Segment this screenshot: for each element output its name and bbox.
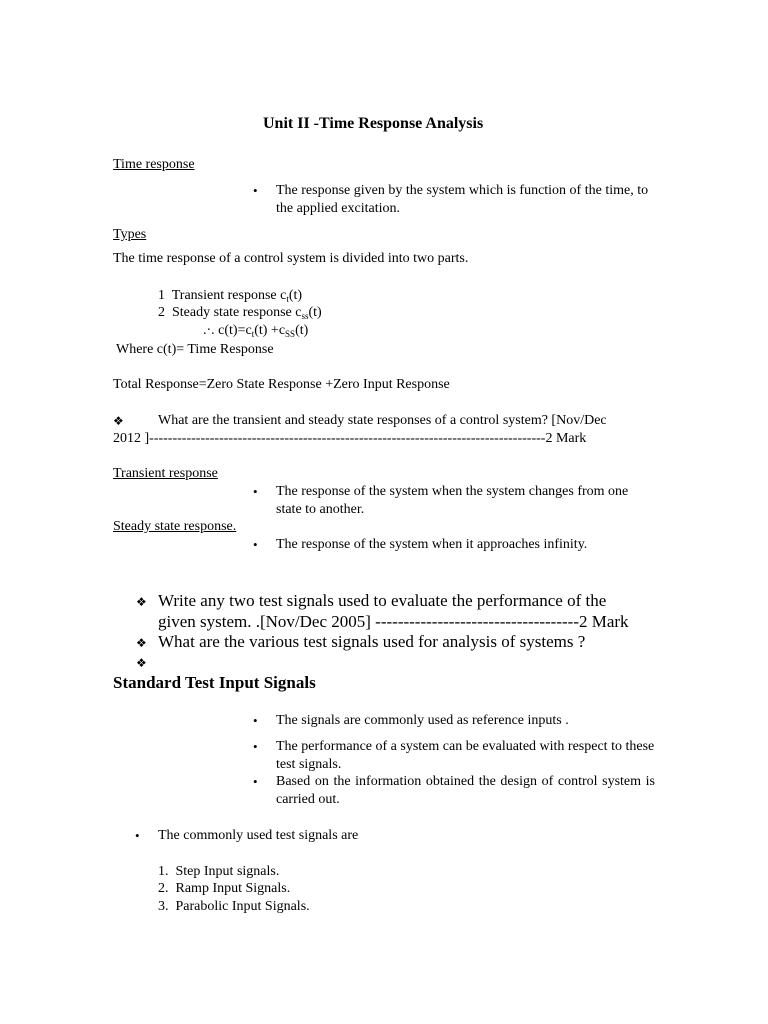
signals-bullet-3: Based on the information obtained the design of control system is carried out. <box>276 774 655 807</box>
standard-signals-heading: Standard Test Input Signals <box>113 673 316 692</box>
signal-list-text: Step Input signals. <box>175 864 280 879</box>
types-intro: The time response of a control system is divided into two parts. <box>113 251 469 266</box>
equation-tail: (t) <box>295 323 309 338</box>
total-response: Total Response=Zero State Response +Zero Input Response <box>113 377 450 392</box>
type-item-1 <box>158 287 302 305</box>
diamond-bullet-icon: ❖ <box>136 656 147 670</box>
question-1-line-1: What are the transient and steady state responses of a control system? [Nov/Dec <box>158 413 607 428</box>
type-item-number: 1 <box>158 288 165 303</box>
diamond-bullet-icon: ❖ <box>113 414 124 428</box>
diamond-bullet-icon: ❖ <box>136 636 147 650</box>
bullet-icon: • <box>253 739 258 754</box>
question-3: What are the various test signals used for analysis of systems ? <box>158 632 586 651</box>
steady-definition: The response of the system when it approaches infinity. <box>276 537 588 552</box>
diamond-bullet-icon: ❖ <box>136 595 147 609</box>
transient-definition: The response of the system when the system changes from one state to another. <box>276 484 629 517</box>
bullet-icon: • <box>253 183 258 198</box>
steady-heading: Steady state response. <box>113 519 237 534</box>
question-1-line-2: 2012 ]-------------------------------------------------------------------------------------2 Mark <box>113 431 587 446</box>
signal-list-number: 1. <box>158 864 169 879</box>
equation-mid: (t) +c <box>254 323 286 338</box>
type-item-2 <box>158 304 322 322</box>
question-2-line-2: given system. .[Nov/Dec 2005] ------------------------------------2 Mark <box>158 612 629 631</box>
signal-list-text: Ramp Input Signals. <box>175 881 291 896</box>
bullet-icon: • <box>253 484 258 499</box>
type-item-sub: t <box>286 294 289 304</box>
equation-sub-ss: SS <box>285 329 296 339</box>
where-definition: Where c(t)= Time Response <box>116 342 274 357</box>
signals-bullet-2: The performance of a system can be evaluated with respect to these test signals. <box>276 739 655 772</box>
time-response-definition: The response given by the system which is function of the time, to the applied excitation. <box>276 183 649 216</box>
type-item-tail: (t) <box>288 288 303 303</box>
signal-list-item <box>158 863 279 881</box>
type-item-number: 2 <box>158 305 165 320</box>
bullet-icon: • <box>135 828 140 843</box>
question-2-line-1: Write any two test signals used to evaluate the performance of the <box>158 591 607 610</box>
type-item-sub: ss <box>301 311 309 321</box>
bullet-icon: • <box>253 713 258 728</box>
page-title: Unit II -Time Response Analysis <box>263 115 484 132</box>
signal-list-number: 3. <box>158 899 169 914</box>
signal-list-item <box>158 898 310 916</box>
equation-sub-t: t <box>251 329 255 339</box>
transient-heading: Transient response <box>113 466 218 481</box>
type-item-text: Steady state response c <box>172 305 302 320</box>
signal-list-text: Parabolic Input Signals. <box>175 899 310 914</box>
type-item-text: Transient response c <box>171 288 287 303</box>
signal-list-number: 2. <box>158 881 169 896</box>
signal-list-item <box>158 880 290 898</box>
types-heading: Types <box>113 227 147 242</box>
bullet-icon: • <box>253 537 258 552</box>
equation-prefix: .·. c(t)=c <box>203 323 252 338</box>
response-equation <box>203 322 308 340</box>
common-signals-intro: The commonly used test signals are <box>158 828 359 843</box>
type-item-tail: (t) <box>308 305 322 320</box>
signals-bullet-1: The signals are commonly used as reference inputs . <box>276 713 569 728</box>
bullet-icon: • <box>253 774 258 789</box>
time-response-heading: Time response <box>113 157 195 172</box>
